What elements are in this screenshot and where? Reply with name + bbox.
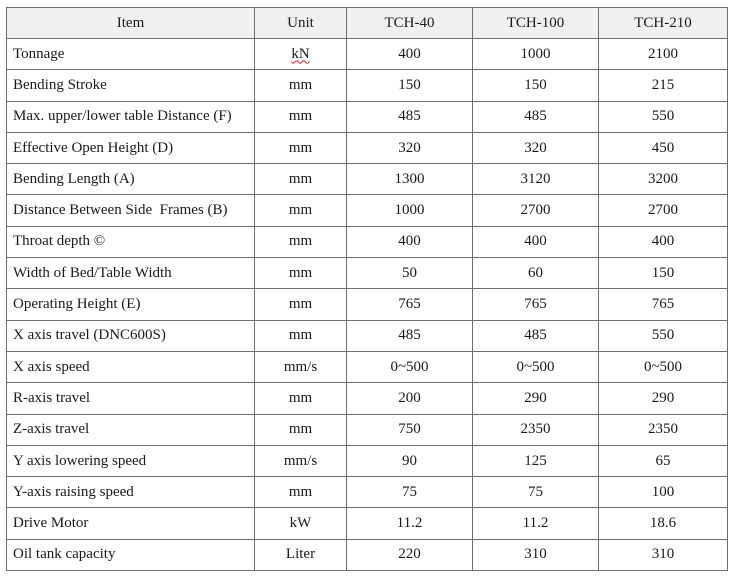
model-2-cell: 2700 <box>473 195 599 226</box>
item-cell: Max. upper/lower table Distance (F) <box>7 101 255 132</box>
model-3-cell: 215 <box>599 70 728 101</box>
model-2-cell: 11.2 <box>473 508 599 539</box>
model-3-cell: 100 <box>599 477 728 508</box>
header-row <box>7 8 728 39</box>
model-1-cell: 200 <box>347 383 473 414</box>
model-2-cell: 485 <box>473 101 599 132</box>
unit-cell: mm <box>255 258 347 289</box>
table-row <box>7 195 728 226</box>
unit-cell: mm <box>255 70 347 101</box>
model-3-cell: 2350 <box>599 414 728 445</box>
model-1-cell: 320 <box>347 132 473 163</box>
item-cell: Drive Motor <box>7 508 255 539</box>
model-3-cell: 3200 <box>599 164 728 195</box>
table-row <box>7 164 728 195</box>
unit-cell: mm <box>255 289 347 320</box>
model-3-cell: 290 <box>599 383 728 414</box>
table-row <box>7 445 728 476</box>
model-1-cell: 220 <box>347 539 473 570</box>
model-3-cell: 550 <box>599 101 728 132</box>
item-cell: Throat depth © <box>7 226 255 257</box>
model-1-cell: 750 <box>347 414 473 445</box>
unit-text: kN <box>291 45 310 62</box>
item-cell: Bending Length (A) <box>7 164 255 195</box>
table-row <box>7 320 728 351</box>
model-3-cell: 310 <box>599 539 728 570</box>
table-row <box>7 258 728 289</box>
table-row <box>7 226 728 257</box>
table-row <box>7 414 728 445</box>
item-cell: X axis travel (DNC600S) <box>7 320 255 351</box>
model-1-cell: 1000 <box>347 195 473 226</box>
item-cell: Oil tank capacity <box>7 539 255 570</box>
model-1-cell: 50 <box>347 258 473 289</box>
model-1-cell: 400 <box>347 226 473 257</box>
item-cell: Operating Height (E) <box>7 289 255 320</box>
item-cell: Bending Stroke <box>7 70 255 101</box>
unit-cell: mm <box>255 414 347 445</box>
model-2-cell: 0~500 <box>473 351 599 382</box>
model-2-cell: 310 <box>473 539 599 570</box>
model-2-cell: 1000 <box>473 39 599 70</box>
model-1-cell: 11.2 <box>347 508 473 539</box>
model-1-cell: 765 <box>347 289 473 320</box>
table-row <box>7 70 728 101</box>
item-cell: Effective Open Height (D) <box>7 132 255 163</box>
model-3-cell: 18.6 <box>599 508 728 539</box>
model-2-cell: 75 <box>473 477 599 508</box>
table-row <box>7 351 728 382</box>
model-3-cell: 0~500 <box>599 351 728 382</box>
table-row <box>7 477 728 508</box>
item-cell: R-axis travel <box>7 383 255 414</box>
unit-cell: kW <box>255 508 347 539</box>
unit-cell: mm <box>255 164 347 195</box>
model-3-cell: 150 <box>599 258 728 289</box>
unit-cell: mm <box>255 195 347 226</box>
table-row <box>7 132 728 163</box>
unit-cell <box>255 39 347 70</box>
item-cell: Distance Between Side Frames (B) <box>7 195 255 226</box>
unit-cell: Liter <box>255 539 347 570</box>
model-3-cell: 765 <box>599 289 728 320</box>
model-2-cell: 320 <box>473 132 599 163</box>
model-2-cell: 150 <box>473 70 599 101</box>
model-1-cell: 75 <box>347 477 473 508</box>
unit-cell: mm <box>255 132 347 163</box>
model-2-cell: 400 <box>473 226 599 257</box>
model-3-cell: 400 <box>599 226 728 257</box>
model-1-cell: 485 <box>347 320 473 351</box>
model-1-cell: 0~500 <box>347 351 473 382</box>
header-unit: Unit <box>255 8 347 39</box>
item-cell: Y axis lowering speed <box>7 445 255 476</box>
header-model-2: TCH-100 <box>473 8 599 39</box>
table-row <box>7 39 728 70</box>
model-3-cell: 65 <box>599 445 728 476</box>
model-3-cell: 2100 <box>599 39 728 70</box>
table-row <box>7 383 728 414</box>
model-3-cell: 550 <box>599 320 728 351</box>
unit-cell: mm <box>255 320 347 351</box>
model-2-cell: 60 <box>473 258 599 289</box>
model-2-cell: 125 <box>473 445 599 476</box>
model-1-cell: 90 <box>347 445 473 476</box>
model-2-cell: 290 <box>473 383 599 414</box>
model-1-cell: 1300 <box>347 164 473 195</box>
header-model-3: TCH-210 <box>599 8 728 39</box>
table-row <box>7 101 728 132</box>
model-3-cell: 2700 <box>599 195 728 226</box>
model-1-cell: 485 <box>347 101 473 132</box>
item-cell: Z-axis travel <box>7 414 255 445</box>
unit-cell: mm <box>255 101 347 132</box>
table-row <box>7 539 728 570</box>
spec-table <box>6 7 728 571</box>
item-cell: Width of Bed/Table Width <box>7 258 255 289</box>
spec-table-header <box>7 8 728 39</box>
model-2-cell: 485 <box>473 320 599 351</box>
table-row <box>7 508 728 539</box>
model-2-cell: 765 <box>473 289 599 320</box>
unit-cell: mm <box>255 383 347 414</box>
unit-cell: mm/s <box>255 445 347 476</box>
table-row <box>7 289 728 320</box>
header-item: Item <box>7 8 255 39</box>
model-2-cell: 2350 <box>473 414 599 445</box>
model-2-cell: 3120 <box>473 164 599 195</box>
spec-table-body <box>7 39 728 571</box>
unit-cell: mm/s <box>255 351 347 382</box>
model-1-cell: 400 <box>347 39 473 70</box>
unit-cell: mm <box>255 226 347 257</box>
unit-cell: mm <box>255 477 347 508</box>
header-model-1: TCH-40 <box>347 8 473 39</box>
item-cell: Y-axis raising speed <box>7 477 255 508</box>
model-3-cell: 450 <box>599 132 728 163</box>
model-1-cell: 150 <box>347 70 473 101</box>
item-cell: X axis speed <box>7 351 255 382</box>
item-cell: Tonnage <box>7 39 255 70</box>
